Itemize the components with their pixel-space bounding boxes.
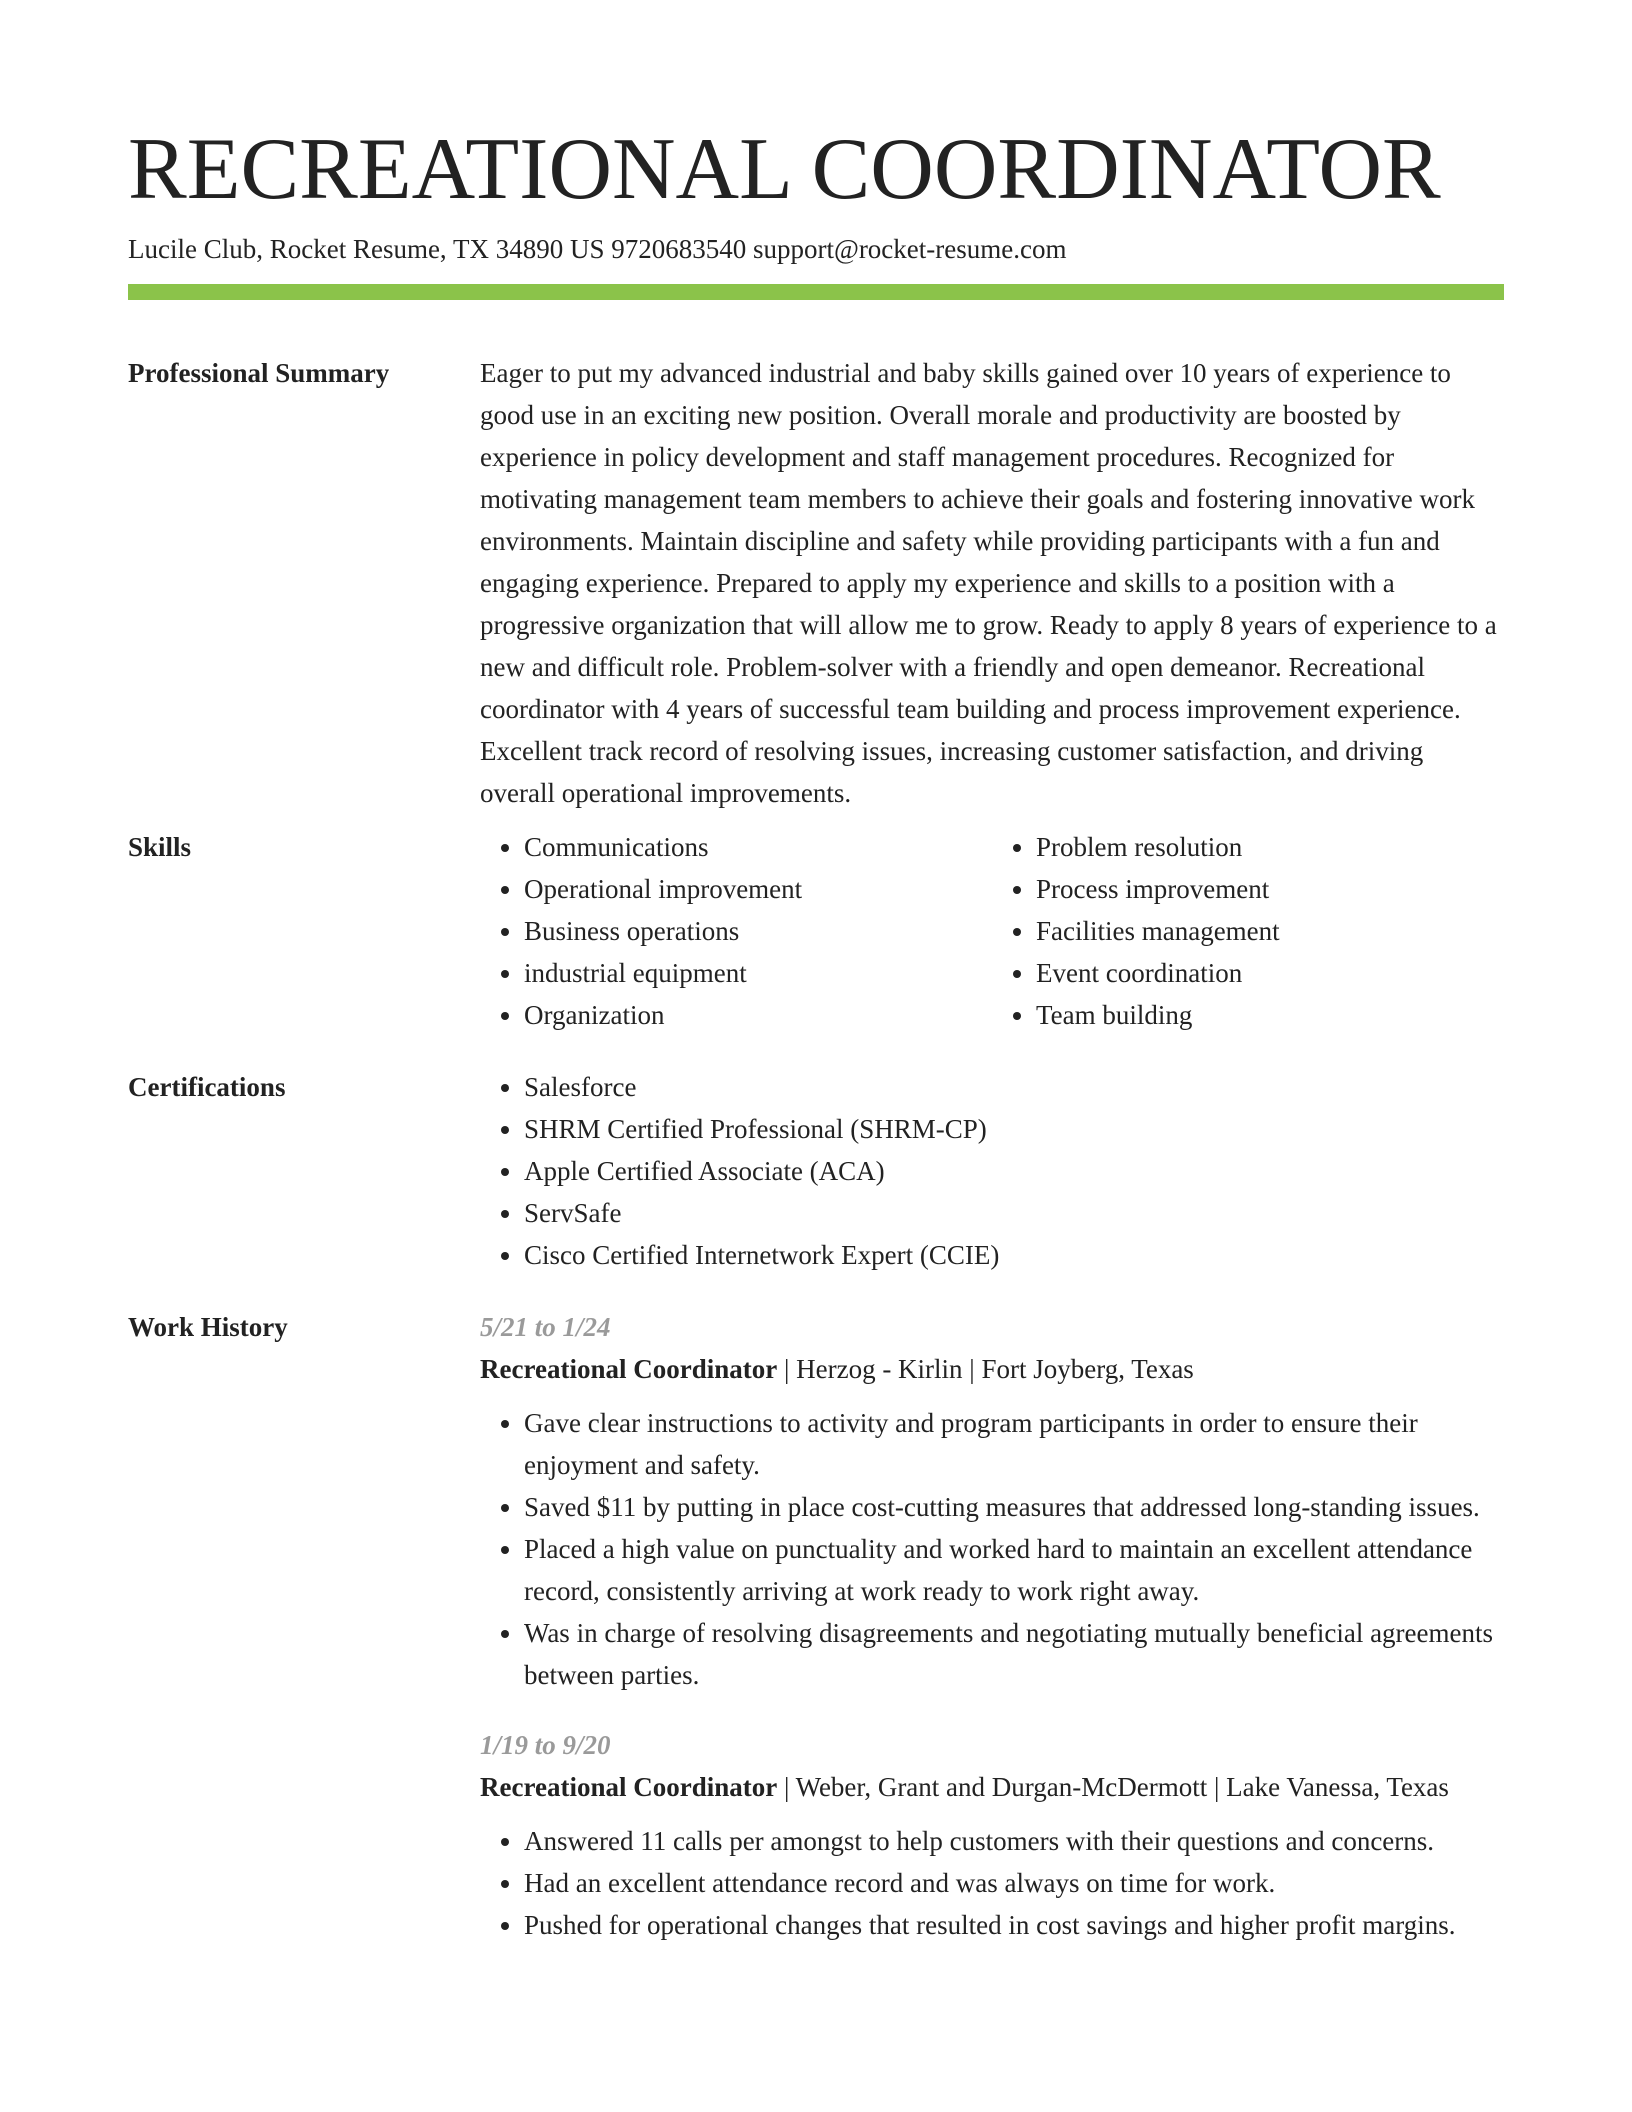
skill-item: • industrial equipment	[524, 952, 992, 994]
certification-item: • Salesforce	[524, 1066, 1504, 1108]
job-bullets	[480, 1402, 1504, 1696]
certification-item: • Cisco Certified Internetwork Expert (CCIE)	[524, 1234, 1504, 1276]
skill-item: • Organization	[524, 994, 992, 1036]
job-employer-location: | Herzog - Kirlin | Fort Joyberg, Texas	[777, 1354, 1194, 1384]
job-bullets	[480, 1820, 1504, 1946]
job-bullet: • Saved $11 by putting in place cost-cutting measures that addressed long-standing issues.	[524, 1486, 1504, 1528]
job-bullet: • Was in charge of resolving disagreements and negotiating mutually beneficial agreements between parties.	[524, 1612, 1504, 1696]
certifications-section	[128, 1066, 1504, 1276]
job-heading	[480, 1766, 1504, 1808]
job-entry	[480, 1306, 1504, 1696]
skills-list-left	[480, 826, 992, 1036]
resume-title: RECREATIONAL COORDINATOR	[128, 121, 1441, 218]
job-heading	[480, 1348, 1504, 1390]
skill-item: • Event coordination	[1036, 952, 1504, 994]
section-label-summary: Professional Summary	[128, 358, 390, 388]
accent-divider	[128, 284, 1504, 300]
section-label-work-history: Work History	[128, 1312, 288, 1342]
resume-page	[128, 0, 1504, 1974]
certifications-list	[480, 1066, 1504, 1276]
skills-section	[128, 826, 1504, 1036]
skill-item: • Process improvement	[1036, 868, 1504, 910]
summary-text: Eager to put my advanced industrial and baby skills gained over 10 years of experience to good use in an exciting new position. Overall morale and productivity are boosted by experience in policy development and staff management procedures. Recognized for motivating management team members to achieve their goals and fostering innovative work environments. Maintain discipline and safety while providing participants with a fun and engaging experience. Prepared to apply my experience and skills to a position with a progressive organization that will allow me to grow. Ready to apply 8 years of experience to a new and difficult role. Problem-solver with a friendly and open demeanor. Recreational coordinator with 4 years of successful team building and process improvement experience. Excellent track record of resolving issues, increasing customer satisfaction, and driving overall operational improvements.	[480, 358, 1497, 808]
skill-item: • Communications	[524, 826, 992, 868]
certification-item: • ServSafe	[524, 1192, 1504, 1234]
job-title: Recreational Coordinator	[480, 1354, 778, 1384]
job-bullet: • Answered 11 calls per amongst to help customers with their questions and concerns.	[524, 1820, 1504, 1862]
job-dates: 1/19 to 9/20	[480, 1730, 611, 1760]
certification-item: • SHRM Certified Professional (SHRM-CP)	[524, 1108, 1504, 1150]
job-employer-location: | Weber, Grant and Durgan-McDermott | Lake Vanessa, Texas	[777, 1772, 1449, 1802]
job-bullet: • Pushed for operational changes that resulted in cost savings and higher profit margins.	[524, 1904, 1504, 1946]
skill-item: • Facilities management	[1036, 910, 1504, 952]
summary-section	[128, 352, 1504, 814]
job-bullet: • Placed a high value on punctuality and worked hard to maintain an excellent attendance record, consistently arriving at work ready to work right away.	[524, 1528, 1504, 1612]
certification-item: • Apple Certified Associate (ACA)	[524, 1150, 1504, 1192]
job-bullet: • Had an excellent attendance record and was always on time for work.	[524, 1862, 1504, 1904]
skill-item: • Team building	[1036, 994, 1504, 1036]
skill-item: • Business operations	[524, 910, 992, 952]
skills-list-right	[992, 826, 1504, 1036]
skill-item: • Problem resolution	[1036, 826, 1504, 868]
section-label-certifications: Certifications	[128, 1072, 286, 1102]
work-history-section	[128, 1306, 1504, 1974]
section-label-skills: Skills	[128, 832, 192, 862]
job-title: Recreational Coordinator	[480, 1772, 778, 1802]
skill-item: • Operational improvement	[524, 868, 992, 910]
job-bullet: • Gave clear instructions to activity and program participants in order to ensure their enjoyment and safety.	[524, 1402, 1504, 1486]
contact-line: Lucile Club, Rocket Resume, TX 34890 US 9720683540 support@rocket-resume.com	[128, 234, 1067, 264]
job-entry	[480, 1724, 1504, 1946]
job-dates: 5/21 to 1/24	[480, 1312, 611, 1342]
